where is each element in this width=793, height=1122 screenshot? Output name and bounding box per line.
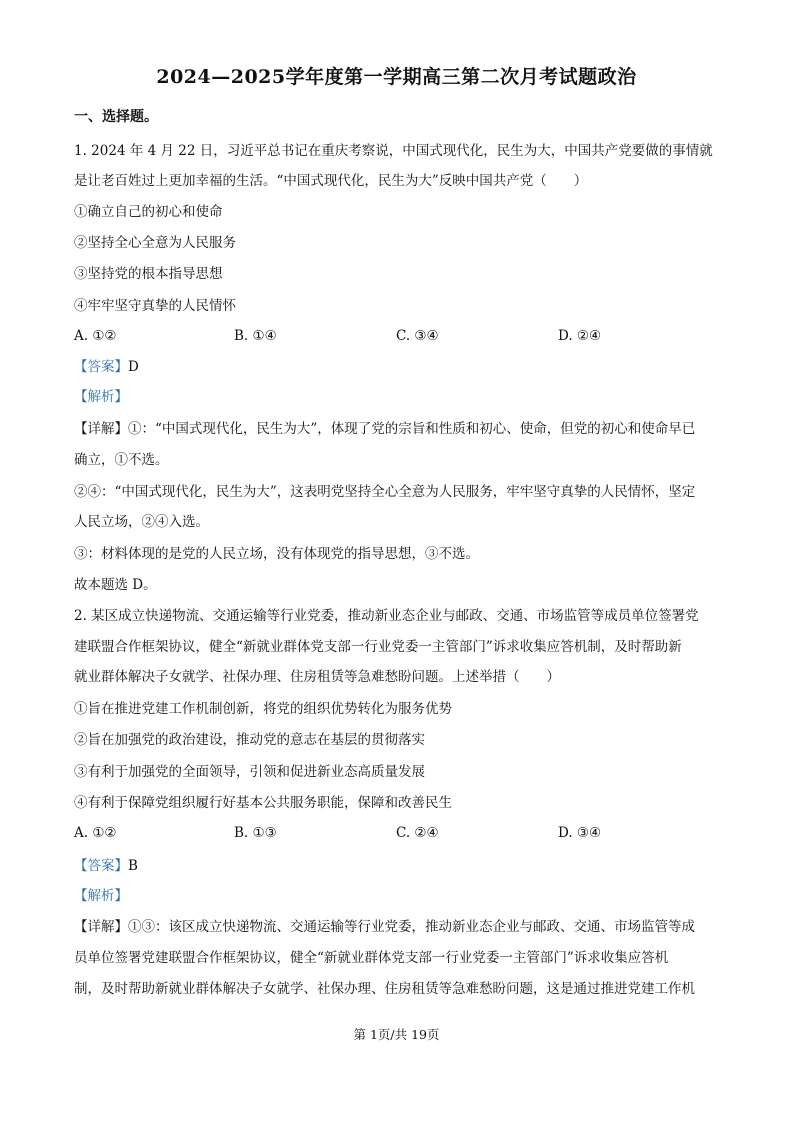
q1-detail-line: 确立，①不选。: [74, 452, 169, 468]
q2-item: ③有利于加强党的全面领导，引领和促进新业态高质量发展: [74, 764, 425, 780]
q2-option-b: B. ①③: [234, 825, 277, 841]
q1-item: ③坚持党的根本指导思想: [74, 266, 223, 282]
q2-option-d: D. ③④: [558, 825, 602, 841]
q2-item: ④有利于保障党组织履行好基本公共服务职能，保障和改善民生: [74, 795, 452, 811]
answer-value: D: [128, 359, 139, 375]
q1-stem-line2: 是让老百姓过上更加幸福的生活。“中国式现代化，民生为大”反映中国共产党（ ）: [74, 173, 588, 189]
answer-label: 【答案】: [74, 858, 128, 874]
q1-option-b: B. ①④: [234, 328, 277, 344]
section-heading: 一、选择题。: [74, 109, 158, 125]
q1-item: ②坚持全心全意为人民服务: [74, 235, 236, 251]
q2-detail-line: [74, 918, 695, 936]
page-footer: 第 1页/共 19页: [353, 1027, 440, 1042]
q1-detail-line: 人民立场，②④入选。: [74, 514, 209, 530]
q1-analysis: [74, 388, 128, 406]
q2-detail-line: 员单位签署党建联盟合作框架协议，健全“新就业群体党支部一行业党委一主管部门”诉求收集应答机: [74, 950, 669, 966]
q1-detail-line: 故本题选 D。: [74, 577, 157, 593]
q1-option-d: D. ②④: [558, 328, 602, 344]
q2-stem-line3: 就业群体解决子女就学、社保办理、住房租赁等急难愁盼问题。上述举措（ ）: [74, 669, 560, 685]
q1-answer: [74, 358, 139, 376]
answer-label: 【答案】: [74, 359, 128, 375]
q1-item: ④牢牢坚守真挚的人民情怀: [74, 298, 236, 314]
page-title: 2024—2025学年度第一学期高三第二次月考试题政治: [156, 66, 637, 88]
q2-stem-line2: 建联盟合作框架协议，健全“新就业群体党支部一行业党委一主管部门”诉求收集应答机制，及时帮助新: [74, 639, 682, 655]
detail-text: ①③：该区成立快递物流、交通运输等行业党委，推动新业态企业与邮政、交通、市场监管等成: [128, 919, 695, 935]
q1-item: ①确立自己的初心和使命: [74, 204, 223, 220]
analysis-label: 【解析】: [74, 888, 128, 904]
q1-detail-line: [74, 420, 695, 438]
q2-stem-line1: 2. 某区成立快递物流、交通运输等行业党委，推动新业态企业与邮政、交通、市场监管等成员单位签署党: [74, 608, 699, 624]
q2-option-a: A. ①②: [74, 825, 117, 841]
q2-detail-line: 制，及时帮助新就业群体解决子女就学、社保办理、住房租赁等急难愁盼问题，这是通过推进党建工作机: [74, 981, 695, 997]
q1-stem-line1: 1. 2024 年 4 月 22 日，习近平总书记在重庆考察说，中国式现代化，民生为大，中国共产党要做的事情就: [74, 143, 713, 159]
q1-option-c: C. ③④: [396, 328, 439, 344]
q2-answer: [74, 857, 138, 875]
analysis-label: 【解析】: [74, 389, 128, 405]
detail-label: 【详解】: [74, 919, 128, 935]
detail-label: 【详解】: [74, 421, 128, 437]
detail-text: ①：“中国式现代化，民生为大”，体现了党的宗旨和性质和初心、使命，但党的初心和使命早已: [128, 421, 696, 437]
q2-analysis: [74, 887, 128, 905]
answer-value: B: [128, 858, 138, 874]
q2-option-c: C. ②④: [396, 825, 439, 841]
q2-item: ①旨在推进党建工作机制创新，将党的组织优势转化为服务优势: [74, 701, 452, 717]
q2-item: ②旨在加强党的政治建设，推动党的意志在基层的贯彻落实: [74, 732, 425, 748]
q1-option-a: A. ①②: [74, 328, 117, 344]
q1-detail-line: ②④：“中国式现代化，民生为大”，这表明党坚持全心全意为人民服务，牢牢坚守真挚的人民情怀，坚定: [74, 484, 696, 500]
q1-detail-line: ③：材料体现的是党的人民立场，没有体现党的指导思想，③不选。: [74, 546, 479, 562]
